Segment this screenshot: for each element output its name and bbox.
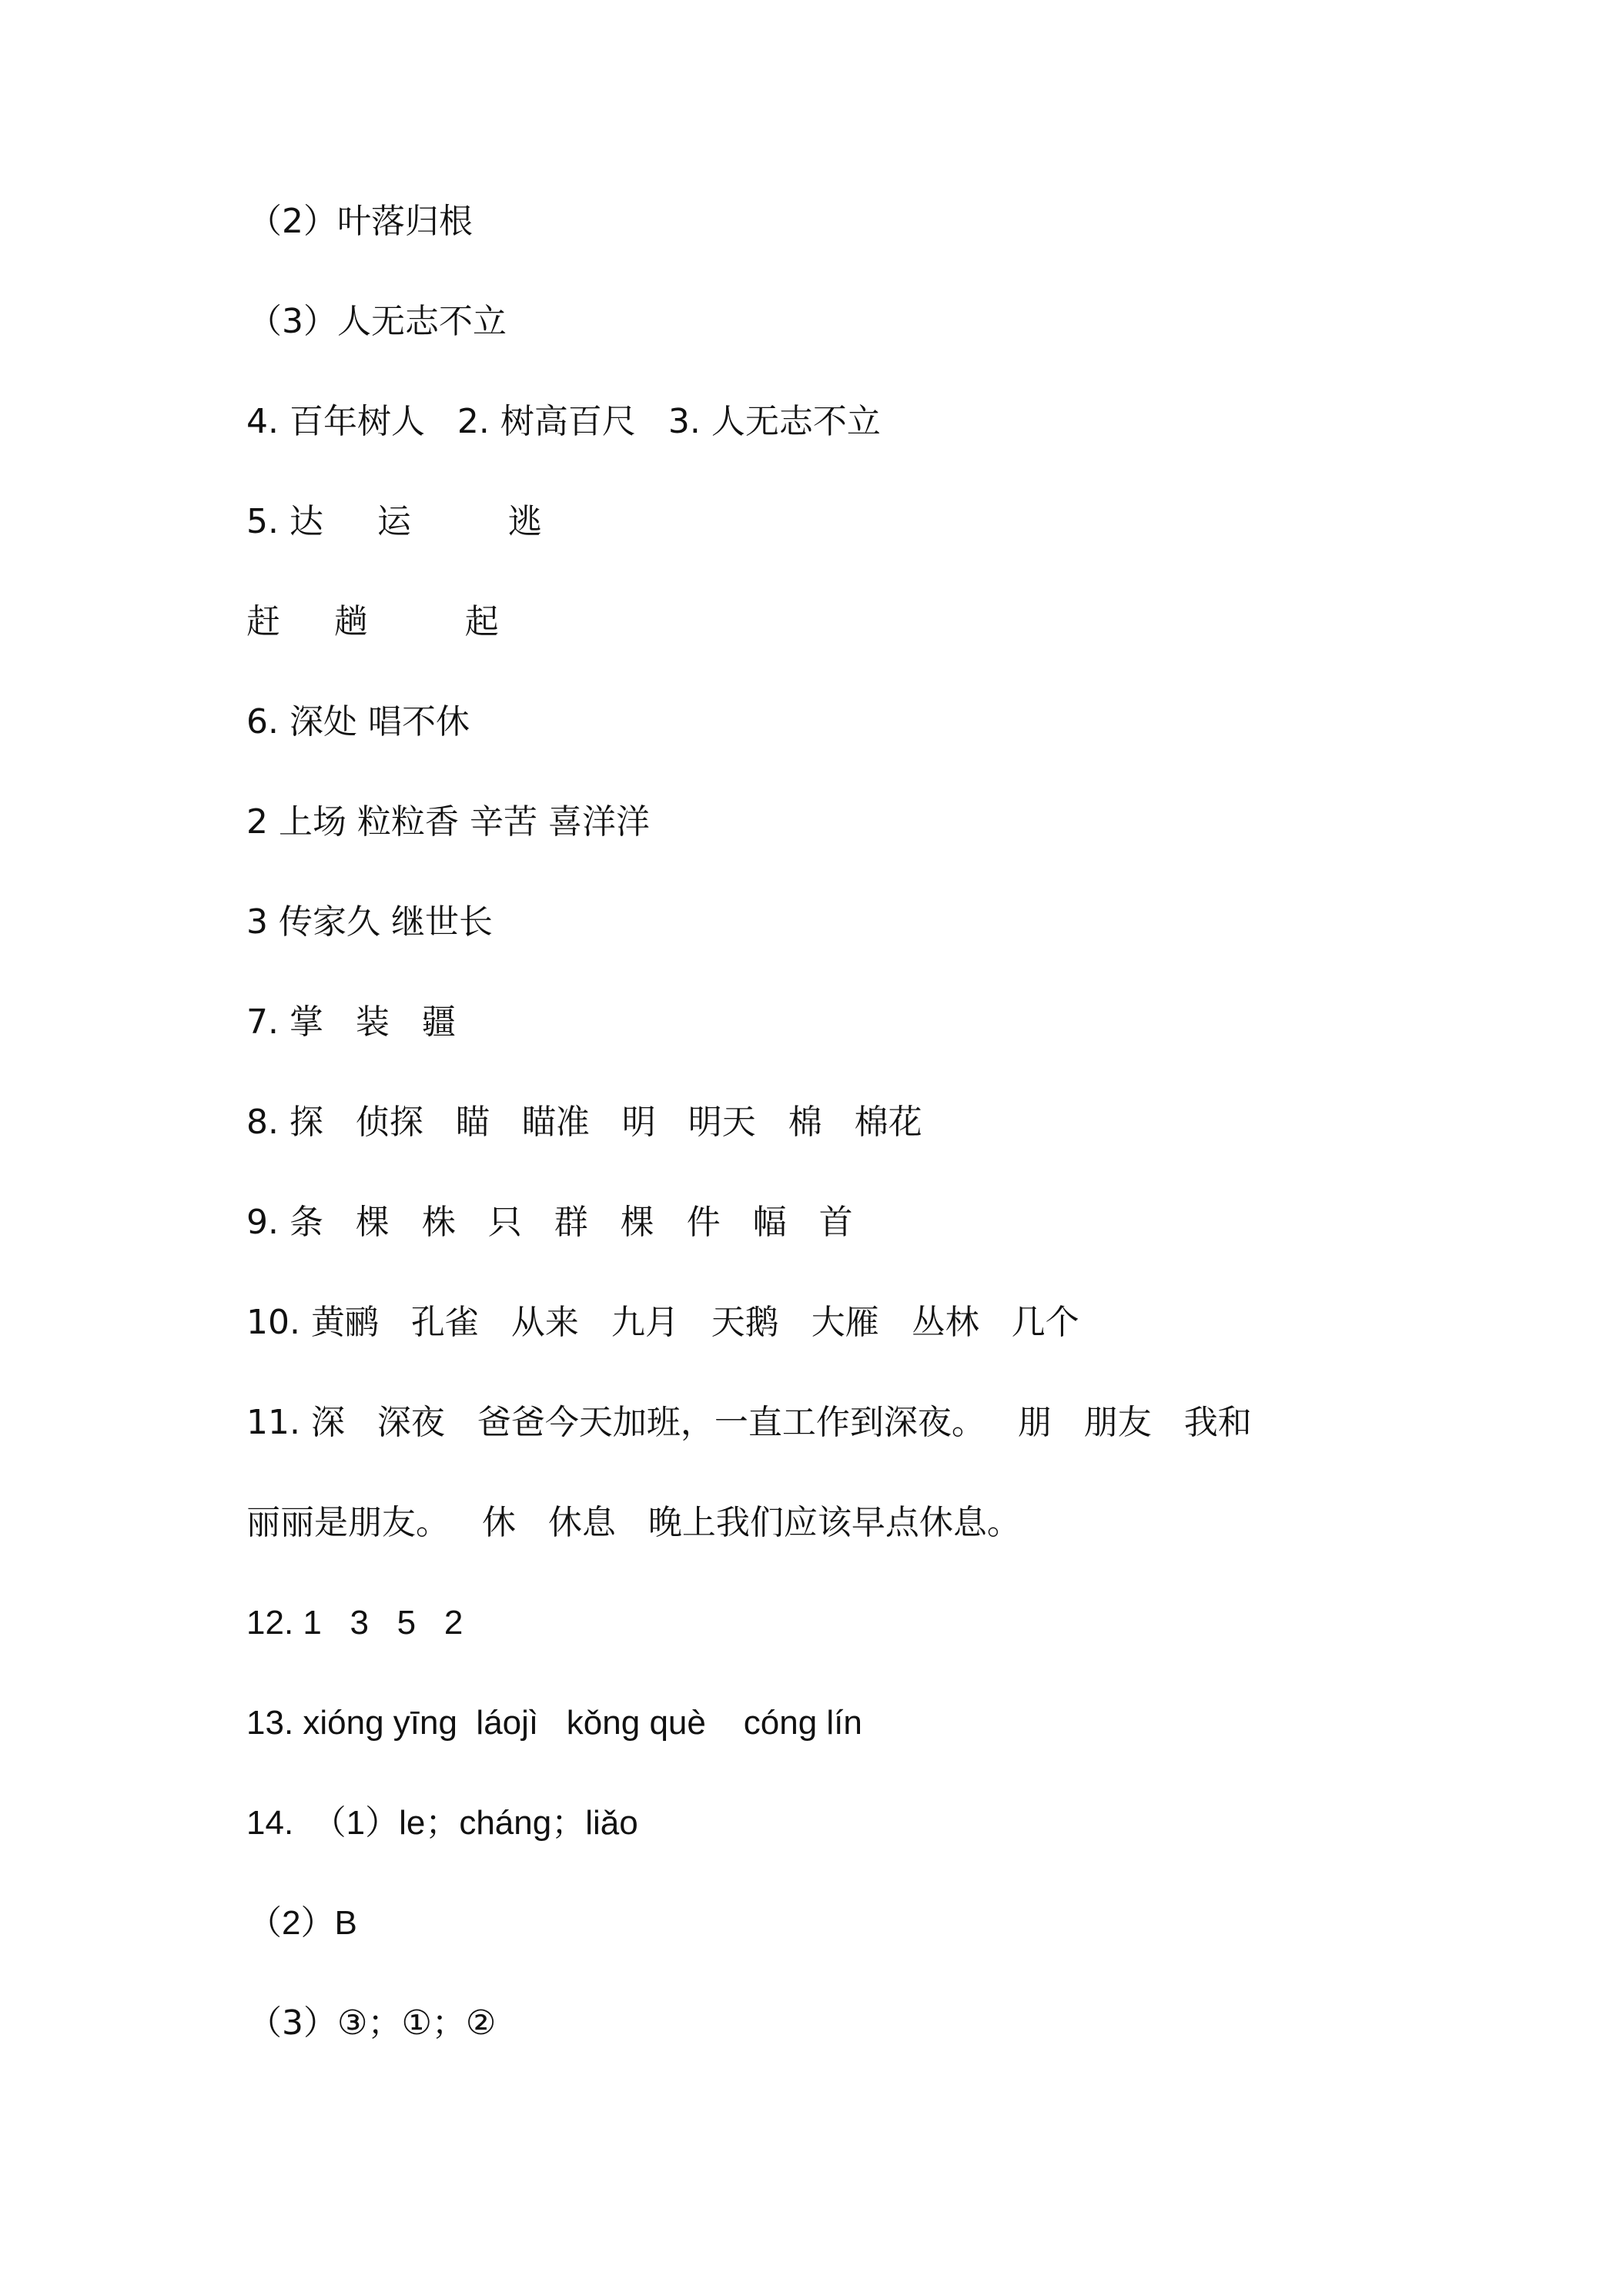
answer-line-17: 14. （1）le；cháng；liǎo xyxy=(246,1804,638,1842)
answer-line-9: 7. 掌 装 疆 xyxy=(246,1002,456,1042)
answer-line-11: 9. 条 棵 株 只 群 棵 件 幅 首 xyxy=(246,1203,853,1242)
answer-line-16: 13. xióng yīng láojì kǒng què cóng lín xyxy=(246,1704,862,1742)
answer-line-19: （3）③；①；② xyxy=(248,2003,497,2043)
answer-line-4: 5. 达 运 逃 xyxy=(246,502,542,541)
answer-line-13: 11. 深 深夜 爸爸今天加班，一直工作到深夜。 朋 朋友 我和 xyxy=(246,1403,1252,1442)
answer-line-5: 赶 趟 起 xyxy=(246,602,499,641)
answer-line-18: （2）B xyxy=(248,1904,357,1942)
answer-line-2: （3）人无志不立 xyxy=(248,302,507,341)
answer-line-7: 2 上场 粒粒香 辛苦 喜洋洋 xyxy=(246,802,650,842)
answer-line-14: 丽丽是朋友。 休 休息 晚上我们应该早点休息。 xyxy=(246,1503,1021,1542)
answer-line-6: 6. 深处 唱不休 xyxy=(246,702,470,741)
answer-line-1: （2）叶落归根 xyxy=(248,202,473,241)
answer-line-12: 10. 黄鹂 孔雀 从来 九月 天鹅 大雁 丛林 几个 xyxy=(246,1303,1079,1342)
answer-line-10: 8. 探 侦探 瞄 瞄准 明 明天 棉 棉花 xyxy=(246,1103,922,1142)
answer-line-8: 3 传家久 继世长 xyxy=(246,902,493,942)
answer-line-15: 12. 1 3 5 2 xyxy=(246,1604,463,1642)
answer-line-3: 4. 百年树人 2. 树高百尺 3. 人无志不立 xyxy=(246,402,881,441)
